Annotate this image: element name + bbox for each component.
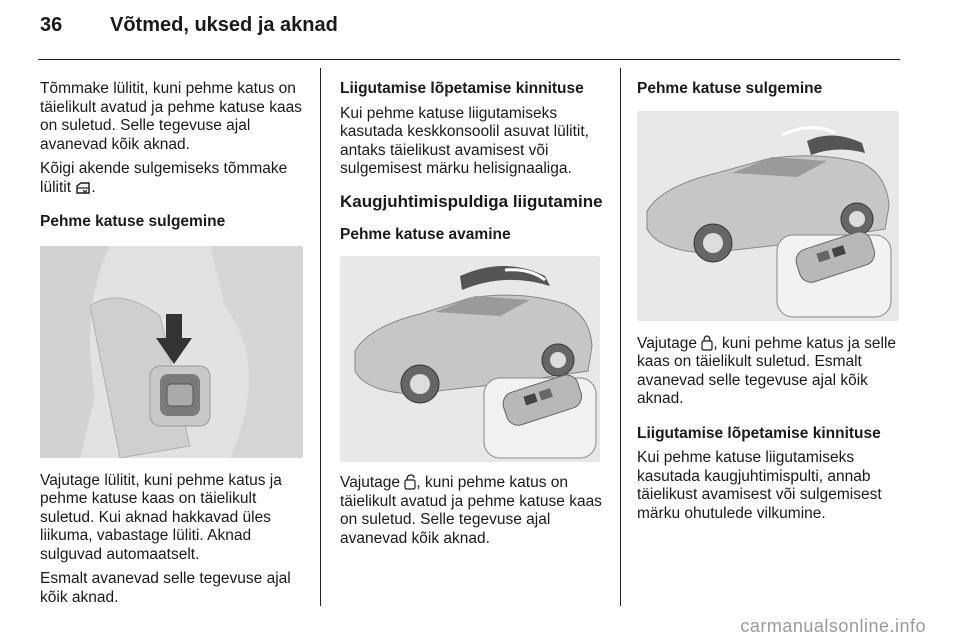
paragraph: Esmalt avanevad selle tegevuse ajal kõik aknad.	[40, 570, 291, 606]
header-rule	[38, 59, 900, 60]
remote-close-icon	[701, 335, 713, 351]
subheading: Pehme katuse avamine	[340, 225, 511, 243]
column-1	[40, 80, 308, 613]
car-roof-close-illustration	[637, 111, 899, 321]
column-2	[340, 80, 608, 554]
section-heading: Pehme katuse sulgemine	[40, 213, 226, 230]
paragraph: Kui pehme katuse liigutamiseks kasutada kaugjuhtimispulti, annab täielikust avamisest või sulgemisest märku ohutulede vilkumine.	[637, 449, 882, 522]
subheading: Liigutamise lõpetamise kinnituse	[340, 80, 584, 97]
paragraph-remote-close: Vajutage , kuni pehme katus ja selle kaas on täielikult suletud. Esmalt avanevad selle tegevuse ajal kõik aknad.	[637, 334, 897, 407]
paragraph-remote-open: Vajutage , kuni pehme katus on täielikult avatud ja pehme katuse kaas on suletud. Selle tegevuse ajal avanevad kõik aknad.	[340, 474, 602, 547]
column-divider-2	[620, 68, 621, 606]
page-number: 36	[40, 14, 63, 36]
column-divider-1	[320, 68, 321, 606]
section-heading: Kaugjuhtimispuldiga liigutamine	[340, 191, 603, 211]
window-switch-icon	[75, 181, 91, 195]
watermark: carmanualsonline.info	[740, 616, 926, 636]
remote-open-icon	[404, 474, 416, 490]
column-3	[637, 80, 905, 529]
paragraph: Kui pehme katuse liigutamiseks kasutada keskkonsoolil asuvat lülitit, antaks täielikust avamisest või sulgemisest märku helisignaaliga.	[340, 104, 589, 177]
section-heading: Pehme katuse sulgemine	[637, 80, 823, 97]
console-switch-illustration	[40, 246, 303, 458]
paragraph-close-windows: Kõigi akende sulgemiseks tõmmake lülitit .	[40, 160, 288, 196]
page-title: Võtmed, uksed ja aknad	[110, 14, 338, 36]
car-roof-open-illustration	[340, 256, 600, 462]
paragraph: Vajutage lülitit, kuni pehme katus ja pehme katuse kaas on täielikult suletud. Kui aknad hakkavad üles liikuma, vabastage lüliti. Aknad sulguvad automaatselt.	[40, 471, 282, 563]
paragraph: Tõmmake lülitit, kuni pehme katus on täielikult avatud ja pehme katuse kaas on suletud. Selle tegevuse ajal avanevad kõik aknad.	[40, 80, 302, 153]
subheading: Liigutamise lõpetamise kinnituse	[637, 424, 881, 442]
